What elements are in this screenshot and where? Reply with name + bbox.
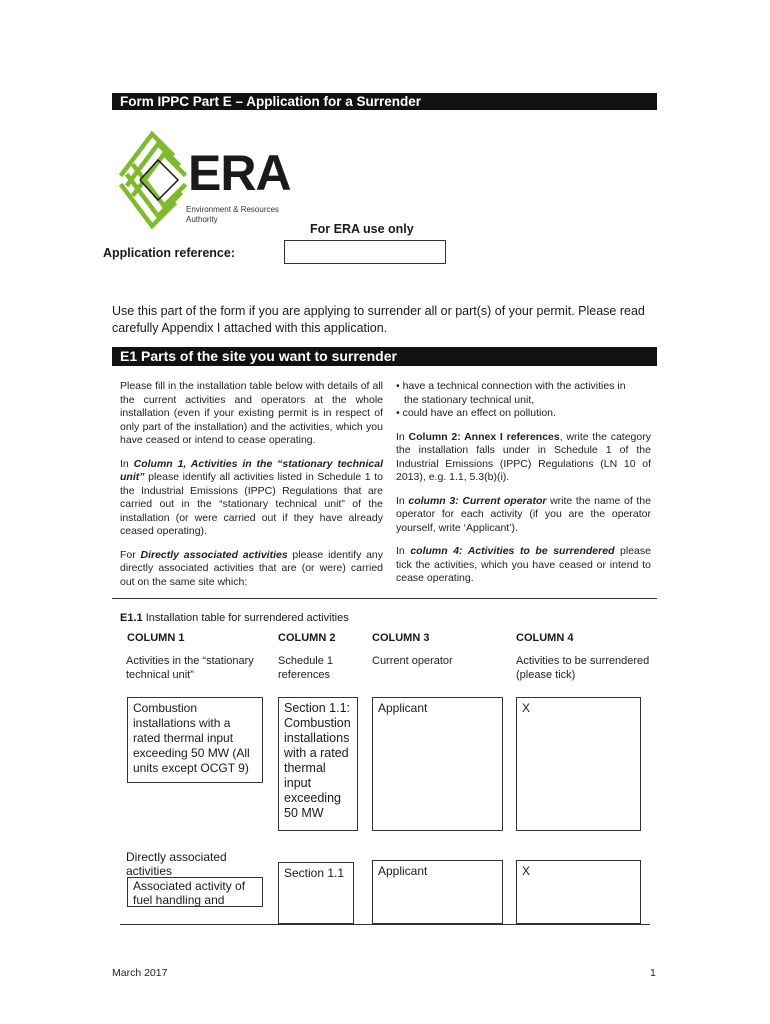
application-reference-field[interactable] <box>284 240 446 264</box>
e1-right-p3 <box>396 495 651 536</box>
text-span: please identify all activities listed in Schedule 1 to the Industrial Emissions (IPPC) Regulations that are carried out in the “stationary technical unit” of the installation (or were carried out if they have already ceased operating). <box>120 471 383 537</box>
application-reference-label: Application reference: <box>103 246 235 260</box>
column-4-sub: Activities to be surrendered (please tick) <box>516 655 650 681</box>
text-span: In <box>396 430 409 443</box>
e1-left-p1: Please fill in the installation table below with details of all the current activities and operators at the whole installation (even if your existing permit is in respect of only part of the installation) and the activities, which you have ceased or intend to cease operating. <box>120 380 383 446</box>
column-3-head: COLUMN 3 <box>372 632 430 644</box>
bullet-technical-connection: • have a technical connection with the activities in <box>396 380 626 392</box>
column2-bold: Column 2: Annex I references <box>408 430 560 443</box>
row1-activity-cell[interactable]: Combustion installations with a rated thermal input exceeding 50 MW (All units except OCGT 9) <box>127 697 263 783</box>
page-number: 1 <box>650 967 656 979</box>
table-id: E1.1 <box>120 612 143 624</box>
table-title <box>120 612 349 624</box>
row2-reference-cell[interactable]: Section 1.1 <box>278 862 354 924</box>
row1-reference-cell[interactable]: Section 1.1: Combustion installations with a rated thermal input exceeding 50 MW <box>278 697 358 831</box>
footer-date: March 2017 <box>112 967 168 979</box>
column-3-sub: Current operator <box>372 655 453 667</box>
column-4-head: COLUMN 4 <box>516 632 574 644</box>
column-2-head: COLUMN 2 <box>278 632 336 644</box>
section-divider <box>112 598 657 599</box>
column-2-sub: Schedule 1 references <box>278 655 334 681</box>
row1-operator-cell[interactable]: Applicant <box>372 697 503 831</box>
column-1-sub: Activities in the “stationary technical unit” <box>126 655 254 681</box>
text-span: write the name of the operator for each activity (if you are the operator yourself, write ‘Applicant’). <box>396 494 651 534</box>
row2-activity-cell[interactable]: Associated activity of fuel handling and <box>127 877 263 907</box>
column4-bold: column 4: Activities to be surrendered <box>410 545 615 557</box>
logo-wordmark: ERA <box>188 145 291 201</box>
intro-text: Use this part of the form if you are applying to surrender all or part(s) of your permit. Please read carefully Appendix I attached with this application. <box>112 304 645 335</box>
e1-left-p3 <box>120 549 383 590</box>
text-span: In <box>396 545 411 557</box>
text-span: , write the category the installation falls under in Schedule 1 of the Industrial Emissions (IPPC) Regulations (LN 10 of 2013), e.g. 1.1, 5.3(b)(i). <box>396 430 651 483</box>
column1-bold: Column 1, Activities in the “stationary technical unit” <box>120 457 383 483</box>
row1-tick-cell[interactable]: X <box>516 697 641 831</box>
logo-subtitle: Environment & Resources Authority <box>186 205 279 224</box>
e1-left-column <box>120 380 383 599</box>
e1-right-p4 <box>396 545 651 586</box>
column-1-head: COLUMN 1 <box>127 632 185 644</box>
e1-right-column <box>396 380 651 596</box>
table-bottom-line <box>120 924 650 925</box>
text-span: For <box>120 548 141 561</box>
row2-tick-cell[interactable]: X <box>516 860 641 924</box>
text-span: please identify any directly associated activities that are (or were) carried out on the same site which: <box>120 548 384 588</box>
bullet-pollution: • could have an effect on pollution. <box>396 407 556 419</box>
table-title-text: Installation table for surrendered activities <box>142 612 349 624</box>
section-e1-heading: E1 Parts of the site you want to surrender <box>112 347 657 366</box>
text-span: please tick the activities, which you have ceased or intend to cease operating. <box>396 545 651 584</box>
e1-right-p2 <box>396 431 651 485</box>
bullet-technical-connection-cont: the stationary technical unit, <box>404 393 535 406</box>
form-title: Form IPPC Part E – Application for a Surrender <box>112 93 657 110</box>
daa-label: Directly associated activities <box>126 850 227 878</box>
text-span: In <box>120 457 134 470</box>
daa-bold: Directly associated activities <box>140 548 288 561</box>
text-span: In <box>396 494 409 507</box>
e1-left-p2 <box>120 458 383 539</box>
column3-bold: column 3: Current operator <box>408 494 547 507</box>
row2-operator-cell[interactable]: Applicant <box>372 860 503 924</box>
era-use-only-label: For ERA use only <box>310 222 414 236</box>
